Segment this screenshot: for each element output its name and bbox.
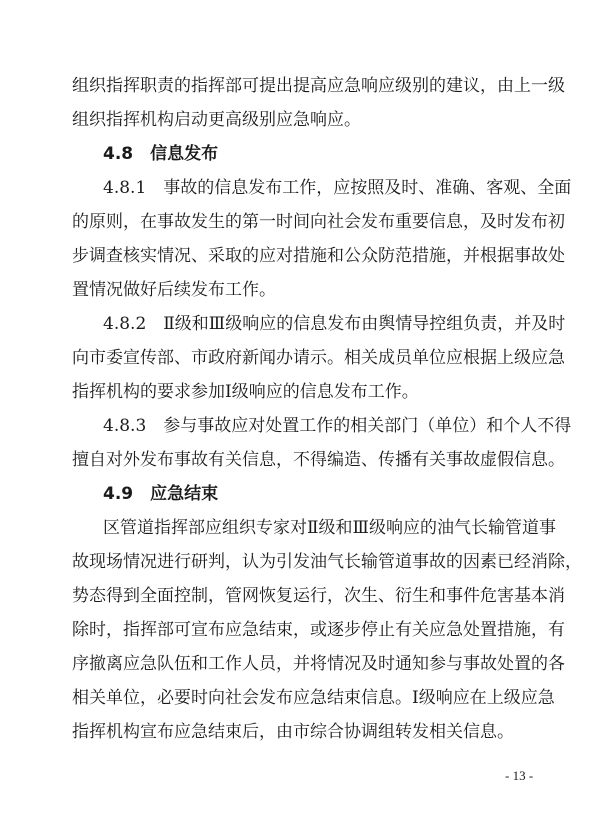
paragraph-line: 相关单位，必要时向社会发布应急结束信息。Ⅰ级响应在上级应急 [72, 688, 555, 708]
paragraph-line: 的原则，在事故发生的第一时间向社会发布重要信息，及时发布初 [72, 212, 565, 232]
paragraph-line: 4.8.2 Ⅱ级和Ⅲ级响应的信息发布由舆情导控组负责，并及时 [103, 314, 566, 334]
paragraph-line: 向市委宣传部、市政府新闻办请示。相关成员单位应根据上级应急 [72, 348, 565, 368]
paragraph-line: 擅自对外发布事故有关信息，不得编造、传播有关事故虚假信息。 [72, 450, 565, 470]
paragraph-line: 组织指挥职责的指挥部可提出提高应急响应级别的建议，由上一级 [72, 76, 565, 96]
paragraph-line: 指挥机构的要求参加Ⅰ级响应的信息发布工作。 [72, 382, 419, 402]
paragraph-line: 区管道指挥部应组织专家对Ⅱ级和Ⅲ级响应的油气长输管道事 [103, 518, 556, 538]
section-heading-4-8: 4.8 信息发布 [103, 144, 219, 164]
paragraph-line: 除时，指挥部可宣布应急结束，或逐步停止有关应急处置措施，有 [72, 620, 565, 640]
page-number: - 13 - [505, 768, 534, 783]
paragraph-line: 指挥机构宣布应急结束后，由市综合协调组转发相关信息。 [72, 722, 514, 742]
paragraph-line: 4.8.1 事故的信息发布工作，应按照及时、准确、客观、全面 [103, 178, 572, 198]
paragraph-line: 步调查核实情况、采取的应对措施和公众防范措施，并根据事故处 [72, 246, 565, 266]
paragraph-line: 组织指挥机构启动更高级别应急响应。 [72, 110, 361, 130]
paragraph-line: 故现场情况进行研判，认为引发油气长输管道事故的因素已经消除， [72, 552, 582, 572]
paragraph-line: 4.8.3 参与事故应对处置工作的相关部门（单位）和个人不得 [103, 416, 572, 436]
section-heading-4-9: 4.9 应急结束 [103, 484, 219, 504]
paragraph-line: 序撤离应急队伍和工作人员，并将情况及时通知参与事故处置的各 [72, 654, 565, 674]
paragraph-line: 势态得到全面控制，管网恢复运行，次生、衍生和事件危害基本消 [72, 586, 565, 606]
paragraph-line: 置情况做好后续发布工作。 [72, 280, 276, 300]
